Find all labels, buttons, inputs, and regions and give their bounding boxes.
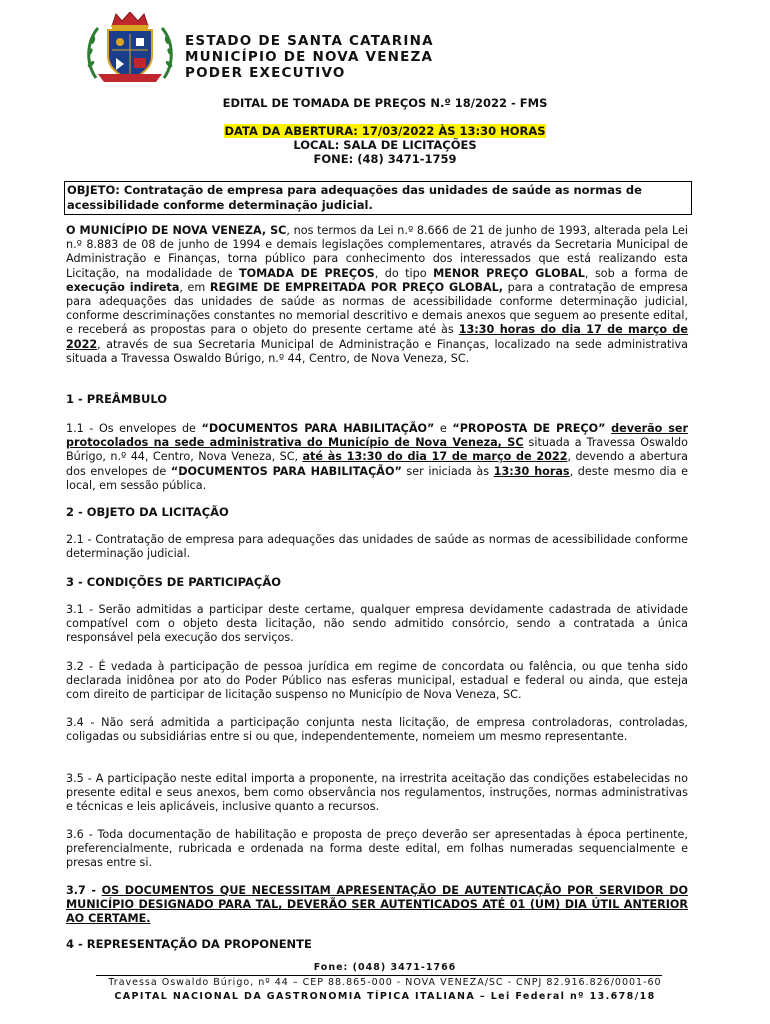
intro-paragraph: [66, 224, 688, 366]
intro-text-4: , em: [179, 280, 210, 294]
object-line-1: OBJETO: Contratação de empresa para adequações das unidades de saúde as normas de: [67, 183, 642, 197]
intro-municipality: O MUNICÍPIO DE NOVA VENEZA, SC: [66, 224, 287, 237]
intro-type: MENOR PREÇO GLOBAL: [433, 266, 585, 280]
footer-address: Travessa Oswaldo Búrigo, nº 44 – CEP 88.865-000 - NOVA VENEZA/SC - CNPJ 82.916.826/0001-60: [108, 977, 662, 988]
s1-text-g: , deste mesmo dia e local, em sessão pública.: [66, 464, 689, 492]
s1-text-f: ser iniciada às: [401, 464, 494, 478]
edital-title: EDITAL DE TOMADA DE PREÇOS N.º 18/2022 - FMS: [222, 96, 548, 110]
s1-docs-label-2: “DOCUMENTOS PARA HABILITAÇÃO”: [170, 464, 402, 478]
letterhead-branch: PODER EXECUTIVO: [185, 65, 346, 81]
intro-text-3: , sob a forma de: [584, 266, 688, 280]
intro-text-1: , nos termos da Lei n.º 8.666 de 21 de junho de 1993, alterada pela Lei n.º 8.883 de 08 de junho de 1994 e demais legislações complementares, através da Secretaria Municipal de Administração e Finanças, torna público para conhecimento dos interessados que está realizando esta Licitação, na modalidade de: [66, 224, 688, 280]
section-2-paragraph: 2.1 - Contratação de empresa para adequações das unidades de saúde as normas de acessibilidade conforme determinação judicial.: [66, 533, 688, 561]
letterhead: [185, 33, 434, 81]
object-box: [64, 181, 692, 215]
s1-deadline: até às 13:30 do dia 17 de março de 2022: [302, 450, 568, 464]
opening-location: LOCAL: SALA DE LICITAÇÕES: [293, 138, 477, 152]
intro-deadline: 13:30 horas do dia 17 de março de 2022: [66, 323, 689, 351]
s1-text-b: e: [434, 422, 453, 435]
intro-modality: TOMADA DE PREÇOS: [238, 266, 375, 280]
s1-text-e: , devendo a abertura dos envelopes de: [66, 450, 688, 478]
s3-7-text: OS DOCUMENTOS QUE NECESSITAM APRESENTAÇÃO DE AUTENTICAÇÃO POR SERVIDOR DO MUNICÍPIO DESIGNADO PARA TAL, DEVERÃO SER AUTENTICADOS ATÉ 01 (UM) DIA ÚTIL ANTERIOR AO CERTAME.: [66, 884, 688, 926]
s1-text-d: situada a Travessa Oswaldo Búrigo, n.º 44, Centro, Nova Veneza, SC,: [66, 436, 688, 464]
section-3-4-paragraph: 3.4 - Não será admitida a participação conjunta nesta licitação, de empresa controladoras, controladas, coligadas ou subsidiárias entre si ou que, independentemente, nomeiem um mesmo representante.: [66, 716, 688, 744]
intro-text-6: , através de sua Secretaria Municipal de Administração e Finanças, localizado na sede administrativa situada a Travessa Oswaldo Búrigo, n.º 44, Centro, de Nova Veneza, SC.: [66, 337, 688, 365]
contact-phone: FONE: (48) 3471-1759: [313, 152, 457, 166]
object-line-2: acessibilidade conforme determinação judicial.: [67, 198, 373, 212]
s1-docs-label: “DOCUMENTOS PARA HABILITAÇÃO”: [201, 422, 435, 435]
footer-divider: [96, 975, 662, 976]
opening-date: [0, 124, 770, 138]
s1-text-a: 1.1 - Os envelopes de: [66, 422, 202, 435]
s1-time: 13:30 horas: [493, 464, 570, 478]
intro-regime: REGIME DE EMPREITADA POR PREÇO GLOBAL,: [209, 280, 504, 294]
municipal-coat-of-arms-icon: [82, 12, 178, 84]
section-3-6-paragraph: 3.6 - Toda documentação de habilitação e proposta de preço deverão ser apresentadas à época pertinente, preferencialmente, rubricada e ordenada na forma deste edital, em folhas numeradas sequencialmente e presas entre si.: [66, 828, 688, 870]
intro-execution: execução indireta: [66, 280, 180, 294]
letterhead-municipality: MUNICÍPIO DE NOVA VENEZA: [185, 49, 434, 65]
intro-text-5: para a contratação de empresa para adequações das unidades de saúde as normas de acessibilidade conforme determinação judicial, conforme descriminações constantes no memorial descritivo e demais anexos que seguem ao presente edital, e receberá as propostas para o objeto do presente certame até às: [66, 280, 689, 337]
section-4-heading: 4 - REPRESENTAÇÃO DA PROPONENTE: [66, 937, 312, 951]
section-3-5-paragraph: 3.5 - A participação neste edital importa a proponente, na irrestrita aceitação das condições estabelecidas no presente edital e seus anexos, bem como observância nos regulamentos, instruções, normas administrativas e técnicas e leis aplicáveis, inclusive quanto a recursos.: [66, 772, 688, 814]
s1-protocol: deverão ser protocolados na sede administrativa do Município de Nova Veneza, SC: [66, 422, 688, 450]
section-3-heading: 3 - CONDIÇÕES DE PARTICIPAÇÃO: [66, 575, 282, 589]
letterhead-state: ESTADO DE SANTA CATARINA: [185, 33, 434, 49]
opening-date-highlight: DATA DA ABERTURA: 17/03/2022 ÀS 13:30 HORAS: [224, 124, 546, 138]
s1-proposal-label: “PROPOSTA DE PREÇO”: [452, 422, 606, 435]
section-1-heading: 1 - PREÂMBULO: [66, 392, 168, 406]
footer-slogan: CAPITAL NACIONAL DA GASTRONOMIA TÍPICA ITALIANA – Lei Federal nº 13.678/18: [114, 991, 656, 1002]
section-3-7-paragraph: [66, 884, 688, 927]
section-3-1-paragraph: 3.1 - Serão admitidas a participar deste certame, qualquer empresa devidamente cadastrada de atividade compatível com o objeto desta licitação, não sendo admitido consórcio, sendo a contratada a única responsável pela execução dos serviços.: [66, 603, 688, 645]
footer-phone: Fone: (048) 3471-1766: [313, 962, 457, 973]
intro-text-2: , do tipo: [374, 266, 434, 280]
section-2-heading: 2 - OBJETO DA LICITAÇÃO: [66, 505, 229, 519]
section-1-paragraph: [66, 422, 688, 493]
section-3-2-paragraph: 3.2 - É vedada à participação de pessoa jurídica em regime de concordata ou falência, ou que tenha sido declarada inidônea por ato do Poder Público nas esferas municipal, estadual e federal ou ainda, que esteja com direito de participar de licitação suspenso no Município de Nova Veneza, SC.: [66, 660, 688, 702]
s3-7-number: 3.7 -: [66, 884, 102, 897]
